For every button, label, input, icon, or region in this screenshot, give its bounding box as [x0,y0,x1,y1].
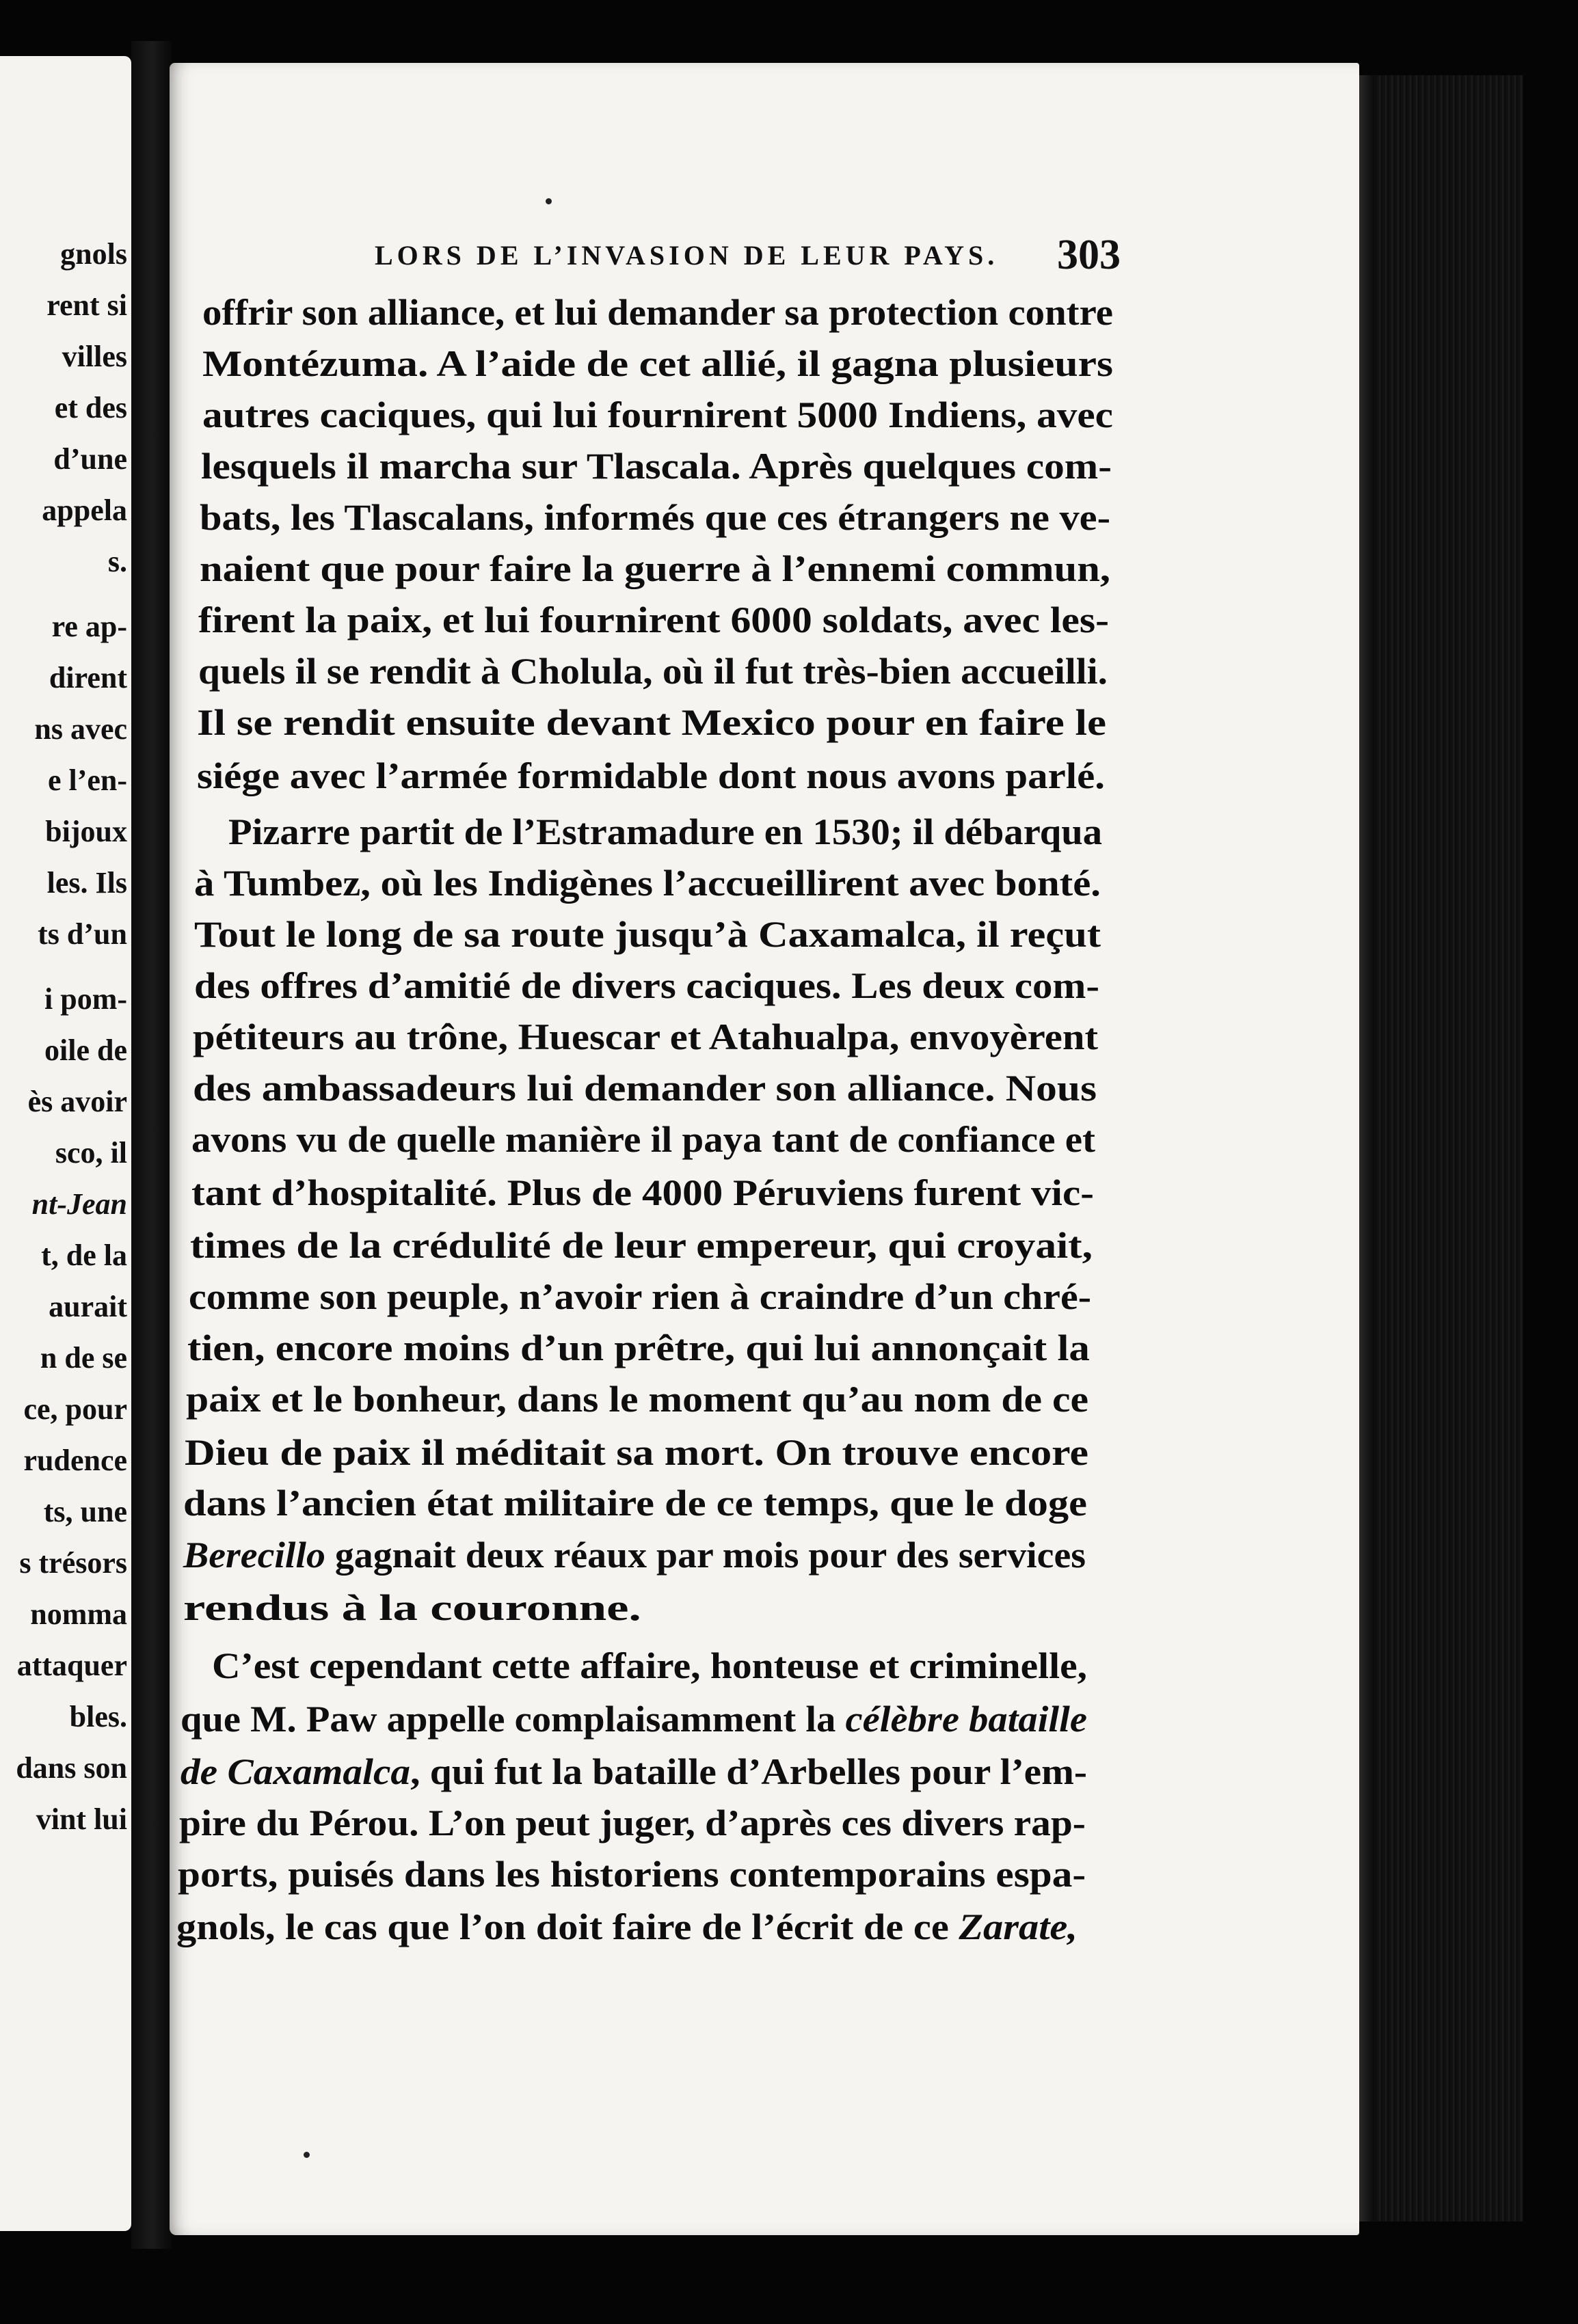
italic-text: de Caxamalca [180,1751,411,1792]
text-line [194,967,1099,1004]
previous-page-line: ts, une [43,1495,127,1528]
text-line [202,345,1113,382]
previous-page-line: d’une [53,442,127,476]
text-line [191,1174,1094,1211]
text-segment: pétiteurs au trône, Huescar et Atahualpa, envoyèrent [193,1016,1098,1057]
text-segment: comme son peuple, n’avoir rien à craindre d’un chré- [189,1276,1092,1317]
text-segment: offrir son alliance, et lui demander sa protection contre [202,292,1113,333]
previous-page-line: re ap- [51,610,127,643]
previous-page-line: ès avoir [27,1085,127,1118]
previous-page-line: t, de la [41,1239,127,1272]
previous-page-line: bijoux [45,815,127,848]
previous-page-line: rudence [23,1444,127,1477]
italic-text: célèbre bataille [845,1699,1087,1740]
text-segment: pire du Pérou. L’on peut juger, d’après ces divers rap- [179,1802,1086,1843]
text-segment: autres caciques, qui lui fournirent 5000 Indiens, avec [202,394,1113,435]
text-segment: tien, encore moins d’un prêtre, qui lui annonçait la [187,1327,1090,1368]
text-line [191,1121,1095,1158]
text-line [180,1753,1087,1790]
text-segment: quels il se rendit à Cholula, où il fut très-bien accueilli. [198,651,1108,692]
previous-page-line: s trésors [19,1546,127,1580]
running-header: LORS DE L’INVASION DE LEUR PAYS. [375,240,999,271]
previous-page-line: n de se [40,1341,127,1375]
text-line [200,550,1110,587]
text-segment: rendus à la couronne. [183,1587,641,1628]
text-line [212,1647,1087,1684]
text-segment: Pizarre partit de l’Estramadure en 1530; il débarqua [228,811,1103,852]
text-line [193,1070,1097,1107]
italic-text: Zarate, [959,1906,1078,1947]
text-segment: des ambassadeurs lui demander son alliance. Nous [193,1068,1097,1109]
text-line [198,653,1108,690]
previous-page-line: oile de [44,1033,127,1067]
previous-page-line: nt-Jean [31,1187,127,1221]
text-line [202,294,1113,331]
previous-page-line: appela [42,494,127,527]
text-segment: naient que pour faire la guerre à l’ennemi commun, [200,548,1110,589]
text-segment: à Tumbez, où les Indigènes l’accueillirent avec bonté. [194,863,1101,904]
text-segment: times de la crédulité de leur empereur, qui croyait, [190,1225,1093,1266]
text-segment: C’est cependant cette affaire, honteuse et criminelle, [212,1645,1087,1686]
text-segment: siége avec l’armée formidable dont nous avons parlé. [197,755,1105,796]
previous-page-line: dans son [16,1751,127,1785]
text-line [183,1535,1086,1576]
text-line [180,1701,1087,1738]
previous-page-line: bles. [69,1700,127,1733]
text-segment: que M. Paw appelle complaisamment la [180,1699,846,1740]
previous-page-line: dirent [49,661,127,694]
text-line [187,1329,1090,1366]
text-line [194,916,1101,953]
previous-page-line: aurait [49,1290,127,1323]
text-segment: ports, puisés dans les historiens contemporains espa- [178,1854,1086,1895]
text-segment: Il se rendit ensuite devant Mexico pour en faire le [197,702,1106,743]
text-segment: lesquels il marcha sur Tlascala. Après quelques com- [201,446,1112,487]
text-line [193,1018,1098,1055]
previous-page-line: e l’en- [47,764,127,797]
text-line [197,704,1106,741]
text-line [186,1381,1088,1418]
text-segment: paix et le bonheur, dans le moment qu’au nom de ce [186,1379,1088,1420]
text-segment: dans l’ancien état militaire de ce temps, que le doge [183,1483,1087,1524]
text-line [198,599,1110,640]
previous-page-line: gnols [60,237,127,271]
text-segment: Montézuma. A l’aide de cet allié, il gagna plusieurs [202,343,1113,384]
text-line [190,1227,1093,1264]
page-number: 303 [1057,232,1121,278]
text-segment: Tout le long de sa route jusqu’à Caxamalca, il reçut [194,914,1101,955]
text-line [200,499,1110,536]
previous-page-line: i pom- [44,982,127,1016]
text-segment: gagnait deux réaux par mois pour des services [325,1535,1086,1576]
text-line [179,1802,1086,1843]
text-segment: gnols, le cas que l’on doit faire de l’écrit de ce [176,1906,959,1947]
previous-page-line: ts d’un [38,917,127,951]
text-line [183,1485,1087,1522]
text-line [228,813,1102,850]
text-line [183,1589,641,1626]
previous-page-line: les. Ils [46,866,127,900]
text-segment: firent la paix, et lui fournirent 6000 soldats, avec les- [198,599,1110,640]
text-line [178,1856,1086,1893]
previous-page-line: villes [62,340,127,373]
text-segment: bats, les Tlascalans, informés que ces étrangers ne ve- [200,497,1111,538]
text-line [197,757,1105,794]
previous-page-line: s. [107,545,127,578]
previous-page-line: rent si [46,288,127,322]
previous-page-line: sco, il [55,1136,127,1170]
text-line [176,1908,1078,1945]
previous-page-line: attaquer [16,1649,127,1682]
text-line [202,396,1113,433]
text-segment: avons vu de quelle manière il paya tant de confiance et [191,1119,1096,1160]
text-segment: Dieu de paix il méditait sa mort. On trouve encore [185,1432,1089,1473]
text-segment: des offres d’amitié de divers caciques. Les deux com- [194,965,1099,1006]
previous-page-line: ns avec [34,712,127,746]
text-line [194,865,1101,902]
italic-text: Berecillo [183,1535,325,1576]
text-segment: tant d’hospitalité. Plus de 4000 Péruviens furent vic- [191,1172,1094,1213]
ink-speck [304,2152,310,2158]
text-line [201,448,1112,485]
previous-page-line: nomma [30,1597,127,1631]
text-line [185,1434,1088,1471]
text-line [189,1278,1091,1315]
previous-page-line: et des [54,391,127,424]
previous-page-line: ce, pour [23,1392,127,1426]
previous-page-line: vint lui [36,1802,127,1836]
text-segment: , qui fut la bataille d’Arbelles pour l’em- [410,1751,1088,1792]
